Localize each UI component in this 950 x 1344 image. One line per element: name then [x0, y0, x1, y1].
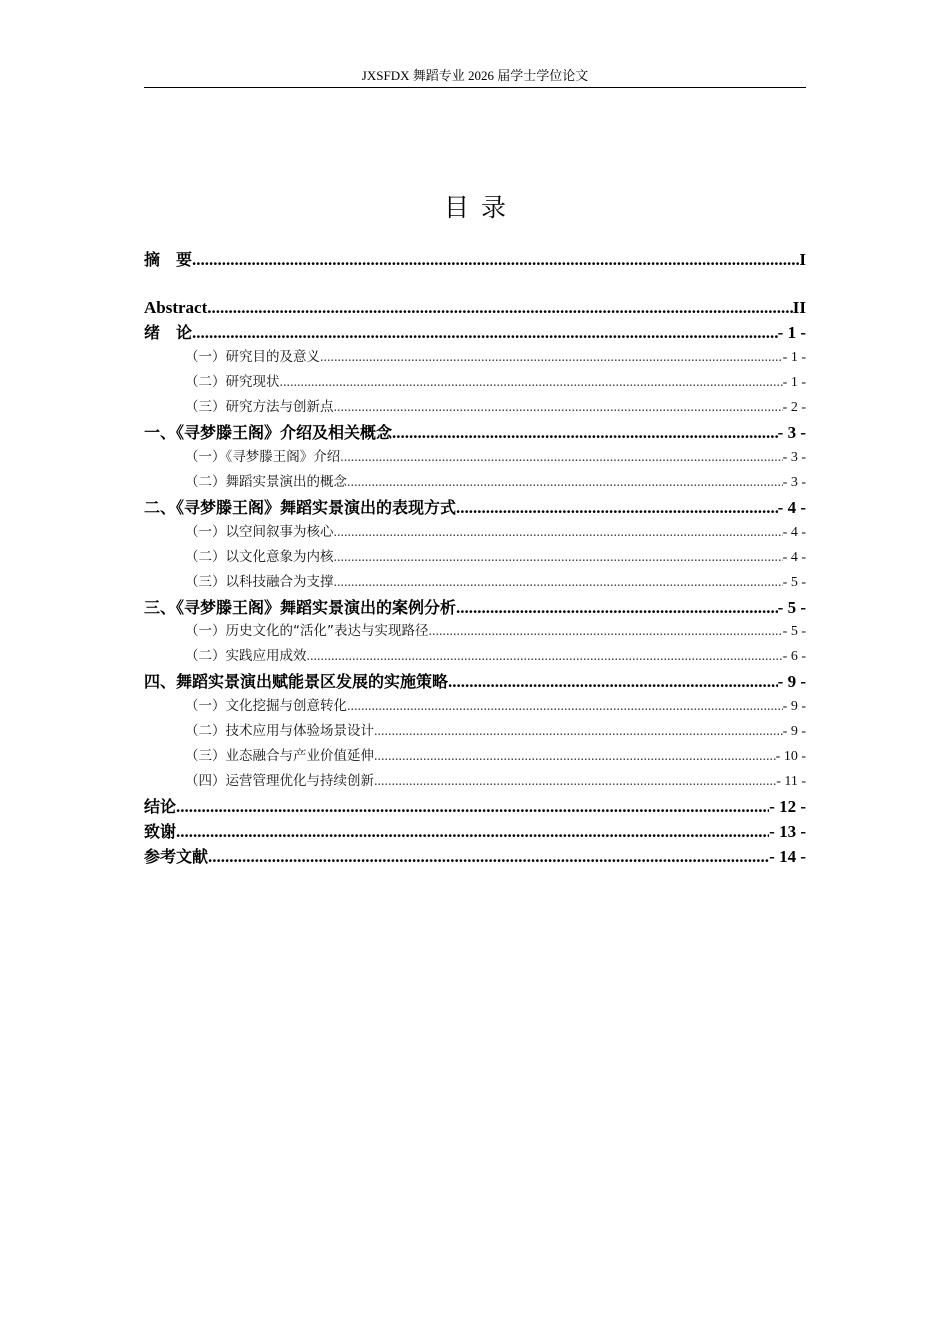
toc-entry-page: - 3 -: [782, 450, 806, 465]
toc-entry-label: 摘 要: [144, 250, 193, 269]
toc-entry-page: - 4 -: [777, 498, 806, 517]
leader-dots: [456, 596, 778, 620]
leader-dots: [374, 772, 776, 792]
toc-entry-introduction[interactable]: [144, 321, 806, 345]
toc-subentry[interactable]: [185, 721, 806, 742]
leader-dots: [392, 421, 778, 445]
toc-subentry[interactable]: [185, 522, 806, 543]
toc-entry-page: - 4 -: [782, 550, 806, 565]
toc-entry-label: （三）业态融合与产业价值延伸: [185, 748, 374, 764]
toc-entry-page: - 1 -: [777, 323, 806, 342]
toc-subentry[interactable]: [185, 746, 806, 767]
toc-entry-page: - 11 -: [776, 774, 806, 789]
toc-entry-label: （二）实践应用成效: [185, 648, 307, 664]
leader-dots: [176, 795, 769, 819]
toc-entry-label: 绪 论: [144, 323, 193, 342]
toc-entry-page: - 5 -: [777, 598, 806, 617]
toc-entry-label: （四）运营管理优化与持续创新: [185, 773, 374, 789]
toc-entry-label: 参考文献: [144, 847, 209, 866]
leader-dots: [280, 373, 783, 393]
leader-dots: [374, 747, 776, 767]
toc-entry-chapter-4[interactable]: [144, 670, 806, 694]
leader-dots: [307, 647, 783, 667]
toc-entry-label: 一、《寻梦滕王阁》介绍及相关概念: [144, 423, 393, 442]
toc-subentry[interactable]: [185, 397, 806, 418]
leader-dots: [456, 496, 778, 520]
toc-entry-references[interactable]: [144, 845, 806, 869]
toc-entry-page: - 1 -: [782, 350, 806, 365]
toc-entry-page: - 10 -: [775, 749, 806, 764]
leader-dots: [347, 697, 783, 717]
toc-entry-page: II: [792, 298, 806, 317]
toc-subentry[interactable]: [185, 621, 806, 642]
leader-dots: [334, 523, 783, 543]
toc-entry-label: （三）研究方法与创新点: [185, 399, 334, 415]
toc-entry-page: - 3 -: [782, 475, 806, 490]
toc-entry-page: - 14 -: [769, 847, 806, 866]
toc-entry-page: - 13 -: [769, 822, 806, 841]
header-divider: [144, 87, 806, 88]
toc-entry-chapter-2[interactable]: [144, 496, 806, 520]
toc-entry-label: （二）舞蹈实景演出的概念: [185, 474, 347, 490]
leader-dots: [448, 670, 778, 694]
toc-entry-conclusion[interactable]: [144, 795, 806, 819]
toc-entry-label: 四、舞蹈实景演出赋能景区发展的实施策略: [144, 672, 449, 691]
leader-dots: [334, 398, 783, 418]
leader-dots: [347, 473, 783, 493]
toc-entry-label: （一）文化挖掘与创意转化: [185, 698, 347, 714]
toc-entry-label: 三、《寻梦滕王阁》舞蹈实景演出的案例分析: [144, 598, 457, 617]
leader-dots: [208, 845, 769, 869]
toc-entry-page: - 6 -: [782, 649, 806, 664]
toc-entry-acknowledgements[interactable]: [144, 820, 806, 844]
toc-entry-page: - 9 -: [782, 724, 806, 739]
toc-entry-abstract-en[interactable]: [144, 296, 806, 320]
toc-entry-abstract-cn[interactable]: [144, 248, 806, 272]
toc-entry-page: - 1 -: [782, 375, 806, 390]
toc-entry-page: I: [799, 250, 806, 269]
toc-entry-label: （二）以文化意象为内核: [185, 549, 334, 565]
toc-entry-page: - 3 -: [777, 423, 806, 442]
leader-dots: [176, 820, 769, 844]
toc-subentry[interactable]: [185, 547, 806, 568]
toc-entry-label: （二）研究现状: [185, 374, 280, 390]
toc-subentry[interactable]: [185, 472, 806, 493]
toc-entry-chapter-3[interactable]: [144, 596, 806, 620]
toc-entry-label: （一）《寻梦滕王阁》介绍: [185, 449, 341, 465]
toc-subentry[interactable]: [185, 372, 806, 393]
toc-entry-page: - 2 -: [782, 400, 806, 415]
leader-dots: [334, 573, 783, 593]
toc-entry-label: 结论: [144, 797, 177, 816]
toc-subentry[interactable]: [185, 696, 806, 717]
toc-entry-page: - 12 -: [769, 797, 806, 816]
toc-entry-label: 致谢: [144, 822, 177, 841]
toc-entry-label: （二）技术应用与体验场景设计: [185, 723, 374, 739]
toc-entry-label: （一）以空间叙事为核心: [185, 524, 334, 540]
toc-entry-page: - 5 -: [782, 624, 806, 639]
toc-subentry[interactable]: [185, 447, 806, 468]
toc-entry-page: - 9 -: [777, 672, 806, 691]
toc-title: 目录: [443, 193, 518, 222]
leader-dots: [429, 622, 783, 642]
toc-entry-label: Abstract: [144, 298, 208, 317]
toc-entry-label: （一）研究目的及意义: [185, 349, 320, 365]
toc-entry-chapter-1[interactable]: [144, 421, 806, 445]
leader-dots: [192, 321, 778, 345]
leader-dots: [374, 722, 783, 742]
toc-subentry[interactable]: [185, 646, 806, 667]
toc-subentry[interactable]: [185, 347, 806, 368]
toc-entry-label: （一）历史文化的“活化”表达与实现路径: [185, 623, 429, 639]
leader-dots: [320, 348, 783, 368]
leader-dots: [340, 448, 782, 468]
leader-dots: [334, 548, 783, 568]
toc-entry-label: 二、《寻梦滕王阁》舞蹈实景演出的表现方式: [144, 498, 457, 517]
toc-subentry[interactable]: [185, 572, 806, 593]
toc-entry-page: - 4 -: [782, 525, 806, 540]
toc-entry-page: - 9 -: [782, 699, 806, 714]
toc-entry-page: - 5 -: [782, 575, 806, 590]
toc-subentry[interactable]: [185, 771, 806, 792]
leader-dots: [192, 248, 799, 272]
toc-entry-label: （三）以科技融合为支撑: [185, 574, 334, 590]
leader-dots: [207, 296, 793, 320]
running-header: JXSFDX 舞蹈专业 2026 届学士学位论文: [361, 68, 589, 83]
